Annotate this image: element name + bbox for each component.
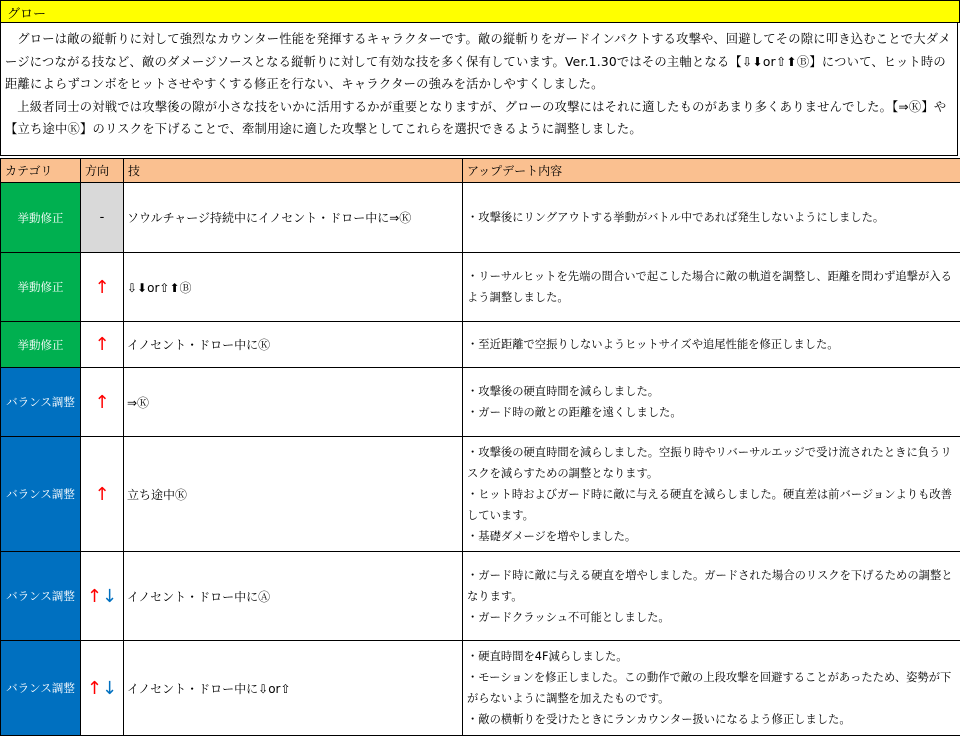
move-cell: イノセント・ドロー中に⇩or⇧ (124, 641, 463, 736)
down-arrow-icon: ↓ (102, 677, 118, 699)
move-cell: イノセント・ドロー中にⒶ (124, 552, 463, 641)
content-line: ・リーサルヒットを先端の間合いで起こした場合に敵の軌道を調整し、距離を問わず追撃が入るよう調整しました。 (467, 270, 952, 304)
direction-cell (81, 437, 124, 552)
up-arrow-icon: ↑ (94, 334, 110, 355)
column-header-move: 技 (124, 159, 463, 183)
down-arrow-icon: ↓ (102, 585, 118, 607)
content-cell (463, 368, 960, 437)
direction-cell (81, 368, 124, 437)
title-bar (0, 0, 960, 23)
column-header-direction: 方向 (81, 159, 124, 183)
table-row (1, 552, 960, 641)
content-cell (463, 253, 960, 322)
content-line: ・攻撃後の硬直時間を減らしました。 (467, 385, 660, 398)
move-cell: ⇩⬇or⇧⬆Ⓑ (124, 253, 463, 322)
content-line: ・モーションを修正しました。この動作で敵の上段攻撃を回避することがあったため、姿勢が下がらないように調整を加えたものです。 (467, 671, 952, 705)
category-cell: バランス調整 (1, 368, 81, 437)
content-line: ・攻撃後にリングアウトする挙動がバトル中であれば発生しないようにしました。 (467, 211, 885, 224)
category-cell: 挙動修正 (1, 183, 81, 253)
table-row (1, 437, 960, 552)
content-cell (463, 641, 960, 736)
move-cell: イノセント・ドロー中にⓀ (124, 322, 463, 368)
content-cell (463, 322, 960, 368)
direction-cell (81, 552, 124, 641)
content-line: ・硬直時間を4F減らしました。 (467, 650, 628, 663)
move-cell: 立ち途中Ⓚ (124, 437, 463, 552)
column-header-category: カテゴリ (1, 159, 81, 183)
table-row (1, 183, 960, 253)
direction-cell (81, 322, 124, 368)
content-line: ・ガード時に敵に与える硬直を増やしました。ガードされた場合のリスクを下げるための調整となります。 (467, 568, 953, 603)
table-row (1, 322, 960, 368)
category-cell: 挙動修正 (1, 253, 81, 322)
column-header-content: アップデート内容 (463, 159, 960, 183)
category-cell: バランス調整 (1, 437, 81, 552)
content-cell (463, 437, 960, 552)
content-line: ・基礎ダメージを増やしました。 (467, 529, 637, 543)
content-line: ・ガード時の敵との距離を遠くしました。 (467, 406, 682, 419)
up-arrow-icon: ↑ (86, 585, 102, 607)
move-cell: ソウルチャージ持続中にイノセント・ドロー中に⇒Ⓚ (124, 183, 463, 253)
content-line: ・ガードクラッシュ不可能としました。 (467, 610, 670, 624)
move-cell: ⇒Ⓚ (124, 368, 463, 437)
direction-cell (81, 253, 124, 322)
intro-text (0, 22, 958, 156)
up-arrow-icon: ↑ (94, 483, 110, 505)
content-line: ・攻撃後の硬直時間を減らしました。空振り時やリバーサルエッジで受け流されたときに負うリスクを減らすための調整となります。 (467, 445, 952, 480)
content-cell (463, 183, 960, 253)
table-row (1, 641, 960, 736)
page-title: グロー (7, 7, 47, 22)
content-line: ・ヒット時およびガード時に敵に与える硬直を減らしました。硬直差は前バージョンよりも改善しています。 (467, 487, 952, 522)
category-cell: バランス調整 (1, 552, 81, 641)
category-cell: 挙動修正 (1, 322, 81, 368)
content-line: ・至近距離で空振りしないようヒットサイズや追尾性能を修正しました。 (467, 338, 839, 351)
update-table (0, 158, 960, 736)
direction-cell (81, 641, 124, 736)
content-line: ・敵の横斬りを受けたときにランカウンター扱いになるよう修正しました。 (467, 713, 851, 726)
direction-cell: - (81, 183, 124, 253)
up-arrow-icon: ↑ (94, 391, 110, 413)
table-row (1, 253, 960, 322)
table-row (1, 368, 960, 437)
table-header-row (1, 159, 960, 183)
content-cell (463, 552, 960, 641)
intro-paragraph-1: グローは敵の縦斬りに対して強烈なカウンター性能を発揮するキャラクターです。敵の縦斬りをガードインパクトする攻撃や、回避してその隙に叩き込むことで大ダメージにつながる技など、敵のダメージソースとなる縦斬りに対して有効な技を多く保有しています。Ver.1.30ではその主軸となる【⇩⬇or⇧⬆Ⓑ】について、ヒット時の距離によらずコンボをヒットさせやすくする修正を行ない、キャラクターの強みを活かしやすくしました。 (5, 32, 951, 91)
intro-paragraph-2: 上級者同士の対戦では攻撃後の隙が小さな技をいかに活用するかが重要となりますが、グローの攻撃にはそれに適したものがあまり多くありませんでした。【⇒Ⓚ】や【立ち途中Ⓚ】のリスクを下げることで、牽制用途に適した攻撃としてこれらを選択できるように調整しました。 (5, 99, 947, 136)
up-arrow-icon: ↑ (94, 276, 110, 298)
up-arrow-icon: ↑ (86, 677, 102, 699)
category-cell: バランス調整 (1, 641, 81, 736)
